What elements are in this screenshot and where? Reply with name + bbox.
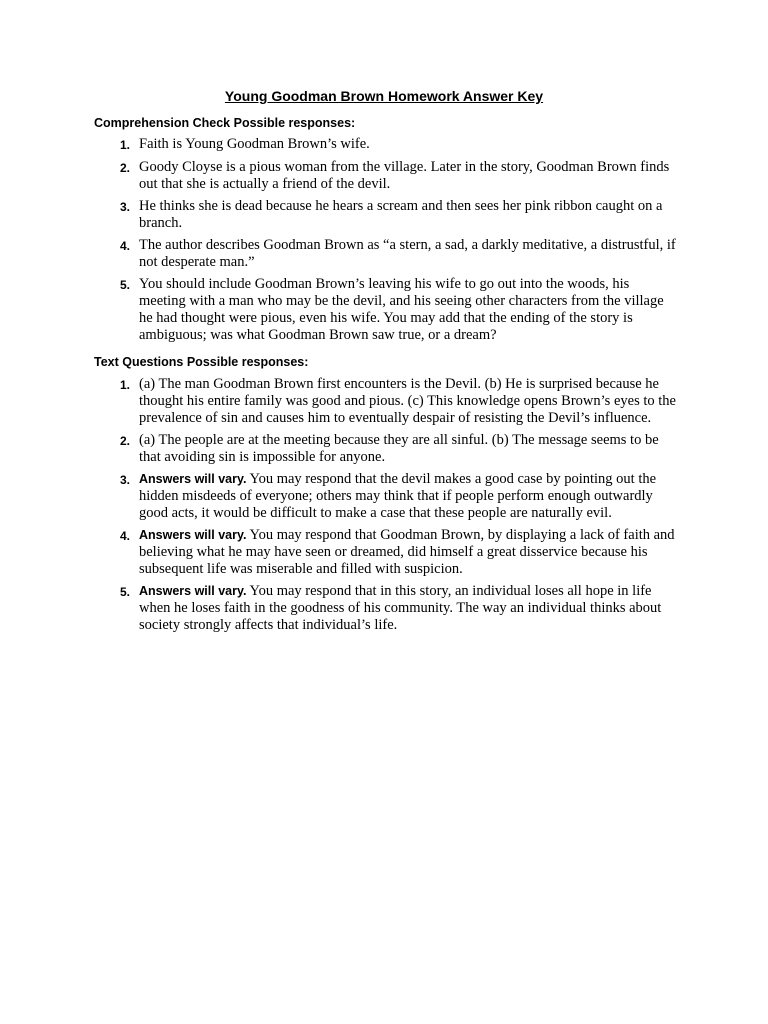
item-body: You may respond that in this story, an individual loses all hope in life when he loses faith in the goodness of his community. The way an individual thinks about society strongly affects that individual’s life.	[139, 583, 662, 633]
item-body: (a) The man Goodman Brown first encounters is the Devil. (b) He is surprised because he thought his entire family was good and pious. (c) This knowledge opens Brown’s eyes to the prevalence of sin and causes him to eventually despair of resisting the Devil’s influence.	[139, 376, 676, 426]
item-lead: Answers will vary.	[139, 584, 247, 598]
item-body: You may respond that Goodman Brown, by displaying a lack of faith and believing what he may have seen or dreamed, did himself a great disservice because his subsequent life was miserable and filled with suspicion.	[139, 527, 675, 577]
item-number: 4.	[120, 239, 131, 253]
text-questions-list	[108, 376, 678, 639]
item-number: 1.	[120, 378, 131, 392]
list-item	[108, 237, 678, 271]
comprehension-list	[108, 136, 678, 349]
list-item	[108, 583, 678, 634]
item-text: You should include Goodman Brown’s leaving his wife to go out into the woods, his meeting with a man who may be the devil, and his seeing other characters from the village he had thought were pious, even his wife. You may add that the ending of the story is ambiguous; was what Goodman Brown saw true, or a dream?	[139, 276, 664, 343]
list-item	[108, 471, 678, 522]
item-body: (a) The people are at the meeting because they are all sinful. (b) The message seems to be that avoiding sin is impossible for anyone.	[139, 432, 659, 465]
item-number: 3.	[120, 473, 131, 487]
item-number: 4.	[120, 529, 131, 543]
item-number: 2.	[120, 434, 131, 448]
item-lead: Answers will vary.	[139, 472, 247, 486]
document-title: Young Goodman Brown Homework Answer Key	[224, 88, 544, 104]
list-item	[108, 159, 678, 193]
item-text: The author describes Goodman Brown as “a stern, a sad, a darkly meditative, a distrustful, if not desperate man.”	[139, 237, 676, 270]
list-item	[108, 198, 678, 232]
item-text: Goody Cloyse is a pious woman from the village. Later in the story, Goodman Brown finds out that she is actually a friend of the devil.	[139, 159, 670, 192]
item-body: You may respond that the devil makes a good case by pointing out the hidden misdeeds of everyone; others may think that if people perform enough outwardly good acts, it would be difficult to make a case that these people are naturally evil.	[139, 471, 657, 521]
list-item	[108, 527, 678, 578]
item-text	[139, 583, 678, 634]
text-questions-heading: Text Questions Possible responses:	[94, 355, 309, 369]
item-number: 5.	[120, 585, 131, 599]
list-item	[108, 276, 678, 344]
item-number: 1.	[120, 138, 131, 152]
item-text	[139, 471, 678, 522]
comprehension-heading: Comprehension Check Possible responses:	[94, 116, 356, 130]
item-lead: Answers will vary.	[139, 528, 247, 542]
item-text	[139, 527, 678, 578]
item-number: 5.	[120, 278, 131, 292]
list-item	[108, 136, 678, 154]
item-text: Faith is Young Goodman Brown’s wife.	[139, 136, 370, 152]
item-number: 2.	[120, 161, 131, 175]
item-text	[139, 376, 678, 427]
item-text: He thinks she is dead because he hears a scream and then sees her pink ribbon caught on a branch.	[139, 198, 663, 231]
item-number: 3.	[120, 200, 131, 214]
list-item	[108, 432, 678, 466]
list-item	[108, 376, 678, 427]
item-text	[139, 432, 678, 466]
